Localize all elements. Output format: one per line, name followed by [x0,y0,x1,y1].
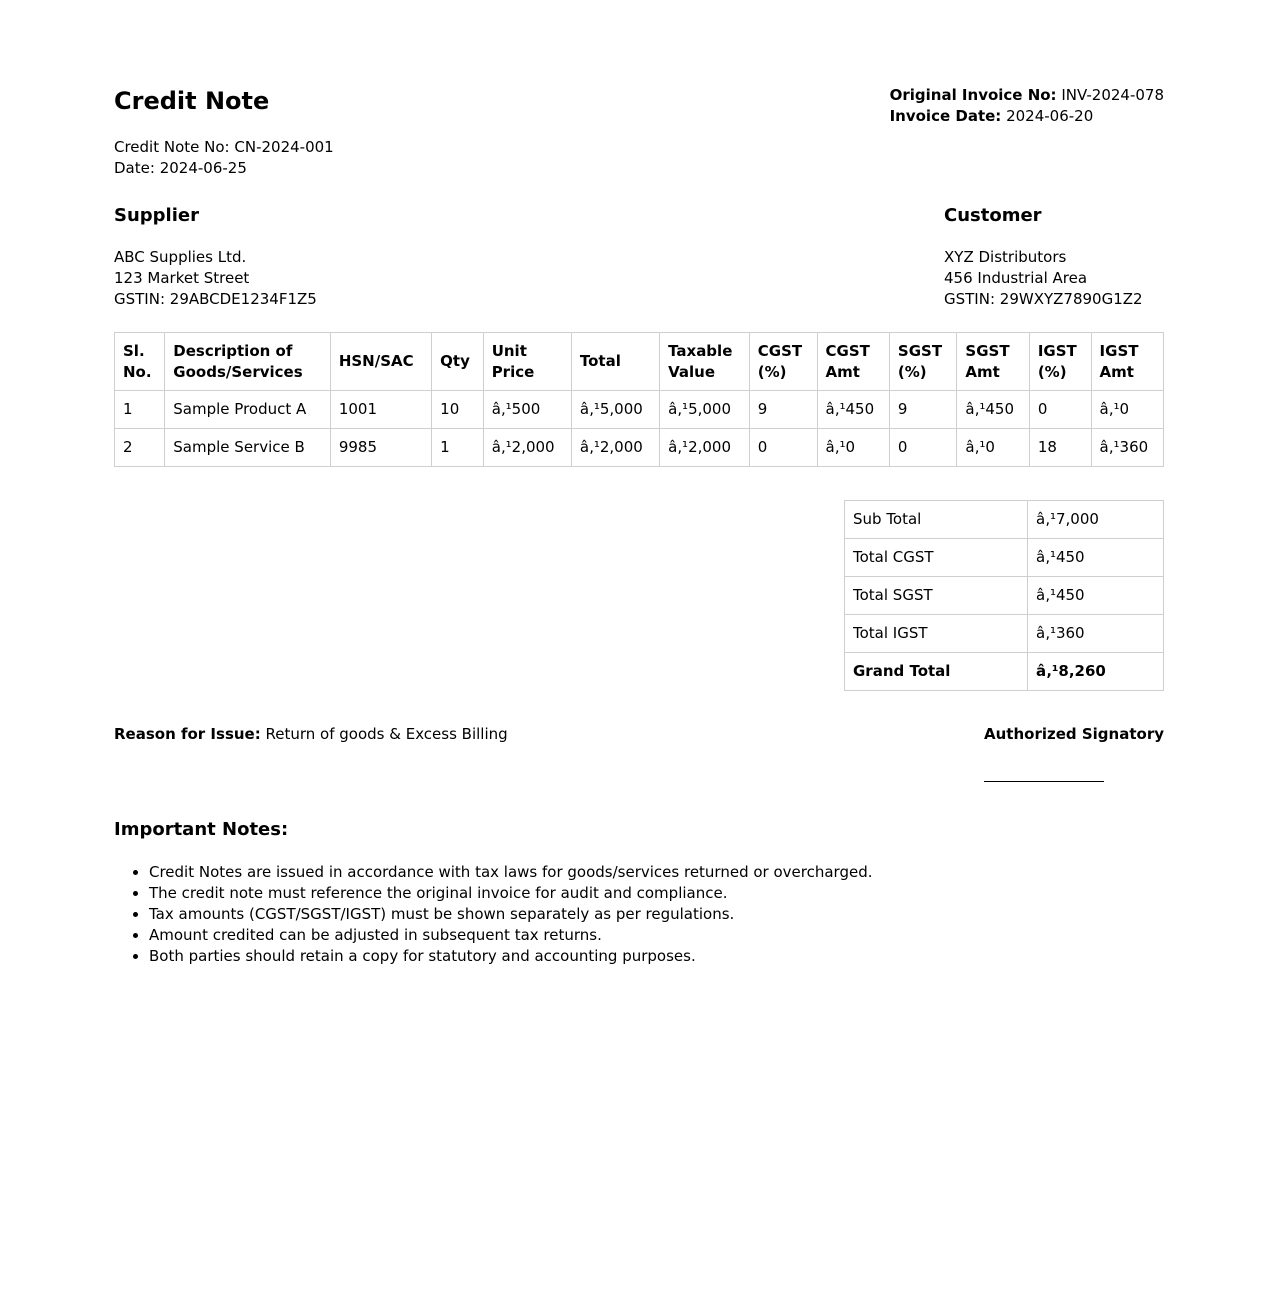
credit-note-date: Date: 2024-06-25 [114,159,247,177]
column-header: SGST Amt [957,333,1029,391]
list-item: • Both parties should retain a copy for statutory and accounting purposes. [149,946,1164,967]
totals-label: Total SGST [845,577,1028,615]
table-cell: â‚¹0 [1091,391,1163,429]
table-row [115,391,1164,429]
reason-signatory-row [114,724,1164,782]
parties-section [114,203,1164,310]
customer-address: 456 Industrial Area [944,269,1088,287]
customer-name: XYZ Distributors [944,248,1067,266]
totals-row [845,539,1164,577]
reason-for-issue: Reason for Issue: Return of goods & Excess Billing [114,725,508,743]
table-cell: 2 [115,429,165,467]
column-header: Total [571,333,659,391]
list-item: • Tax amounts (CGST/SGST/IGST) must be shown separately as per regulations. [149,904,1164,925]
table-cell: â‚¹0 [817,429,889,467]
customer-block [944,203,1164,310]
page-title: Credit Note [114,87,270,115]
customer-heading: Customer [944,205,1042,226]
column-header: HSN/SAC [330,333,431,391]
totals-row [845,577,1164,615]
table-cell: â‚¹500 [483,391,571,429]
column-header: Taxable Value [660,333,750,391]
totals-label: Grand Total [845,653,1028,691]
signature-line [984,781,1104,782]
totals-label: Total CGST [845,539,1028,577]
table-cell: 10 [432,391,484,429]
totals-value: â‚¹450 [1028,577,1164,615]
supplier-address: 123 Market Street [114,269,250,287]
signatory-block [984,724,1164,782]
totals-value: â‚¹450 [1028,539,1164,577]
notes-list [114,862,1164,967]
table-cell: â‚¹450 [957,391,1029,429]
notes-heading: Important Notes: [114,819,289,840]
column-header: CGST Amt [817,333,889,391]
table-cell: â‚¹5,000 [660,391,750,429]
supplier-gstin: GSTIN: 29ABCDE1234F1Z5 [114,290,317,308]
table-cell: 0 [1029,391,1091,429]
totals-row [845,615,1164,653]
list-item: • Amount credited can be adjusted in subsequent tax returns. [149,925,1164,946]
note-info [114,84,334,179]
important-notes [114,817,1164,967]
totals-value: â‚¹7,000 [1028,501,1164,539]
original-invoice-info [890,85,1164,127]
table-cell: â‚¹2,000 [483,429,571,467]
items-table [114,332,1164,467]
column-header: IGST Amt [1091,333,1163,391]
credit-note-document [114,84,1164,967]
items-table-header [115,333,1164,391]
column-header: Description of Goods/Services [165,333,331,391]
column-header: Unit Price [483,333,571,391]
table-cell: â‚¹0 [957,429,1029,467]
totals-label: Total IGST [845,615,1028,653]
table-cell: 0 [749,429,817,467]
table-cell: 0 [889,429,956,467]
original-invoice-date: Invoice Date: 2024-06-20 [889,107,1094,125]
supplier-block [114,203,317,310]
totals-table [844,500,1164,691]
signatory-label: Authorized Signatory [984,725,1164,743]
column-header: IGST (%) [1029,333,1091,391]
table-cell: Sample Product A [165,391,331,429]
table-cell: 1001 [330,391,431,429]
table-cell: â‚¹450 [817,391,889,429]
totals-row [845,653,1164,691]
table-cell: 9 [749,391,817,429]
table-cell: 1 [432,429,484,467]
supplier-name: ABC Supplies Ltd. [114,248,247,266]
table-cell: â‚¹2,000 [571,429,659,467]
table-row [115,429,1164,467]
table-cell: â‚¹5,000 [571,391,659,429]
totals-row [845,501,1164,539]
supplier-heading: Supplier [114,205,199,226]
table-cell: 1 [115,391,165,429]
table-cell: Sample Service B [165,429,331,467]
column-header: Qty [432,333,484,391]
column-header: SGST (%) [889,333,956,391]
column-header: CGST (%) [749,333,817,391]
credit-note-number: Credit Note No: CN-2024-001 [114,138,334,156]
table-cell: â‚¹2,000 [660,429,750,467]
totals-value: â‚¹8,260 [1028,653,1164,691]
items-table-body [115,391,1164,467]
table-cell: â‚¹360 [1091,429,1163,467]
document-header [114,84,1164,179]
list-item: • The credit note must reference the original invoice for audit and compliance. [149,883,1164,904]
credit-note-meta [114,137,334,179]
totals-label: Sub Total [845,501,1028,539]
column-header: Sl. No. [115,333,165,391]
list-item: • Credit Notes are issued in accordance with tax laws for goods/services returned or overcharged. [149,862,1164,883]
table-cell: 9 [889,391,956,429]
table-cell: 18 [1029,429,1091,467]
totals-value: â‚¹360 [1028,615,1164,653]
original-invoice-number: Original Invoice No: INV-2024-078 [889,86,1164,104]
totals-section [114,500,1164,691]
customer-gstin: GSTIN: 29WXYZ7890G1Z2 [944,290,1143,308]
table-cell: 9985 [330,429,431,467]
